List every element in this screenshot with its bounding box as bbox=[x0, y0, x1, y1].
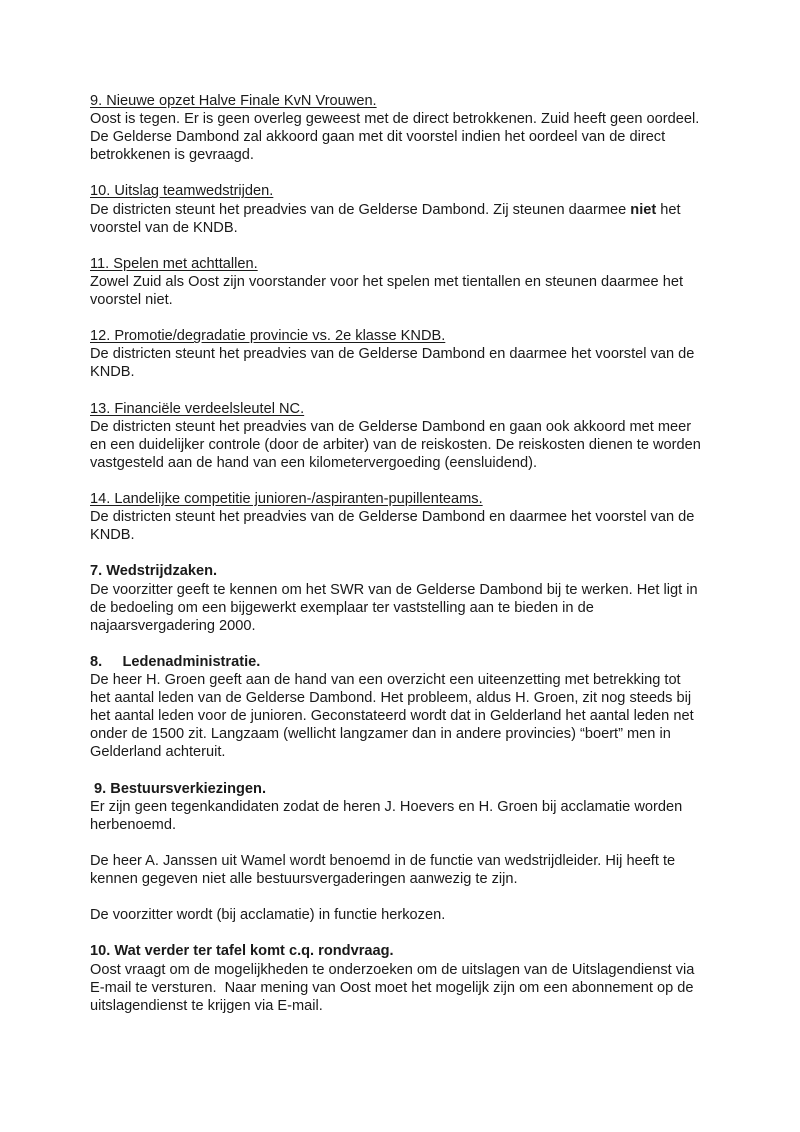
heading-text: 10. Uitslag teamwedstrijden. bbox=[90, 183, 274, 200]
section-item-9-nieuwe-opzet bbox=[90, 92, 702, 164]
heading-text: 14. Landelijke competitie junioren-/aspiranten-pupillenteams. bbox=[90, 491, 483, 508]
section-heading bbox=[90, 182, 702, 200]
paragraph-spacer bbox=[90, 761, 702, 779]
paragraph-spacer bbox=[90, 635, 702, 653]
section-paragraph: De districten steunt het preadvies van de Gelderse Dambond en daarmee het voorstel van de KNDB. bbox=[90, 346, 699, 381]
section-heading bbox=[90, 255, 702, 273]
heading-text: 13. Financiële verdeelsleutel NC. bbox=[90, 400, 305, 417]
section-paragraph: Oost vraagt om de mogelijkheden te onderzoeken om de uitslagen van de Uitslagendienst via E-mail te versturen. Naar mening van Oost moet het mogelijk zijn om een abonnement op de uitslagendienst te krijgen via E-mail. bbox=[90, 961, 699, 1014]
section-heading: 9. Bestuursverkiezingen. bbox=[90, 780, 267, 797]
section-paragraph: De voorzitter wordt (bij acclamatie) in functie herkozen. bbox=[90, 907, 446, 924]
section-item-10-uitslag-teamwedstrijden bbox=[90, 182, 702, 236]
section-paragraph: De Gelderse Dambond zal akkoord gaan met dit voorstel indien het oordeel van de direct betrokkenen is gevraagd. bbox=[90, 129, 670, 164]
section-item-7-wedstrijdzaken bbox=[90, 562, 702, 634]
document-text-body bbox=[90, 92, 705, 1015]
section-paragraph: De districten steunt het preadvies van de Gelderse Dambond en daarmee het voorstel van de KNDB. bbox=[90, 509, 699, 544]
section-paragraph: Er zijn geen tegenkandidaten zodat de heren J. Hoevers en H. Groen bij acclamatie worden herbenoemd. bbox=[90, 798, 687, 833]
paragraph-spacer bbox=[90, 237, 702, 255]
heading-text: 12. Promotie/degradatie provincie vs. 2e klasse KNDB. bbox=[90, 328, 446, 345]
paragraph-spacer bbox=[90, 382, 702, 400]
section-item-10-rondvraag bbox=[90, 942, 702, 1014]
section-heading: 10. Wat verder ter tafel komt c.q. rondvraag. bbox=[90, 943, 394, 960]
section-heading: 8. Ledenadministratie. bbox=[90, 653, 261, 670]
paragraph-text-pre: De districten steunt het preadvies van de Gelderse Dambond. Zij steunen daarmee bbox=[90, 201, 631, 218]
section-paragraph: Oost is tegen. Er is geen overleg geweest met de direct betrokkenen. Zuid heeft geen oordeel. bbox=[90, 111, 700, 128]
paragraph-spacer bbox=[90, 834, 702, 852]
section-item-11-spelen-met-achttallen bbox=[90, 255, 702, 309]
paragraph-spacer bbox=[90, 544, 702, 562]
paragraph-spacer bbox=[90, 164, 702, 182]
paragraph-emphasis-niet: niet bbox=[630, 201, 657, 218]
section-paragraph: De heer H. Groen geeft aan de hand van een overzicht een uiteenzetting met betrekking tot het aantal leden van de Gelderse Dambond. Het probleem, aldus H. Groen, zit nog steeds bij het aantal leden voor de junioren. Geconstateerd wordt dat in Gelderland het aantal leden net onder de 1500 zit. Langzaam (wellicht langzamer dan in andere provincies) “boert” men in Gelderland achteruit. bbox=[90, 672, 698, 761]
section-paragraph: De districten steunt het preadvies van de Gelderse Dambond en gaan ook akkoord met meer en een duidelijker controle (door de arbiter) van de reiskosten. De reiskosten dienen te worden vastgesteld aan de hand van een kilometervergoeding (eensluidend). bbox=[90, 418, 705, 471]
heading-text: 11. Spelen met achttallen. bbox=[90, 255, 258, 272]
paragraph-spacer bbox=[90, 472, 702, 490]
section-heading bbox=[90, 327, 702, 345]
paragraph-spacer bbox=[90, 309, 702, 327]
section-item-9-bestuursverkiezingen bbox=[90, 780, 702, 925]
section-heading bbox=[90, 490, 702, 508]
section-paragraph: De voorzitter geeft te kennen om het SWR van de Gelderse Dambond bij te werken. Het ligt in de bedoeling om een bijgewerkt exemplaar ter vaststelling aan te bieden in de najaarsvergadering 2000. bbox=[90, 581, 702, 634]
section-heading bbox=[90, 92, 702, 110]
section-item-13-financiele-verdeelsleutel bbox=[90, 400, 705, 472]
section-heading: 7. Wedstrijdzaken. bbox=[90, 563, 218, 580]
section-item-8-ledenadministratie bbox=[90, 653, 702, 762]
section-item-12-promotie-degradatie bbox=[90, 327, 702, 381]
paragraph-text-post: het voorstel van de KNDB. bbox=[90, 201, 685, 236]
heading-text: 9. Nieuwe opzet Halve Finale KvN Vrouwen. bbox=[90, 93, 377, 109]
section-heading bbox=[90, 400, 702, 418]
section-item-14-landelijke-competitie bbox=[90, 490, 702, 544]
paragraph-spacer bbox=[90, 888, 702, 906]
section-paragraph bbox=[90, 201, 702, 237]
section-paragraph: Zowel Zuid als Oost zijn voorstander voor het spelen met tientallen en steunen daarmee het voorstel niet. bbox=[90, 273, 688, 309]
section-paragraph: De heer A. Janssen uit Wamel wordt benoemd in de functie van wedstrijdleider. Hij heeft te kennen gegeven niet alle bestuursvergaderingen aanwezig te zijn. bbox=[90, 852, 680, 888]
paragraph-spacer bbox=[90, 924, 702, 942]
